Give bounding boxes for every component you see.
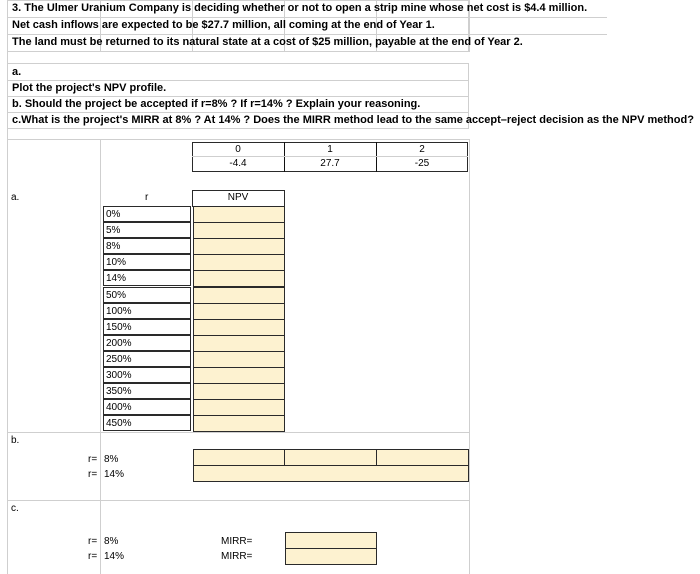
npv-answer-cell[interactable] xyxy=(193,254,285,271)
cashflow-year-2: 2 xyxy=(419,144,425,155)
npv-answer-cell[interactable] xyxy=(193,319,285,336)
problem-line-1: 3. The Ulmer Uranium Company is deciding whether or not to open a strip mine whose net cost is $4.4 million. xyxy=(12,2,588,14)
rate-column-header: r xyxy=(145,192,149,203)
npv-answer-cell[interactable] xyxy=(193,238,285,255)
mirr-answer-8[interactable] xyxy=(285,532,377,549)
question-a-label: a. xyxy=(12,66,22,78)
rate-cell: 8% xyxy=(103,238,191,254)
npv-answer-cell[interactable] xyxy=(193,335,285,352)
question-a-text: Plot the project's NPV profile. xyxy=(12,82,167,94)
rate-cell: 14% xyxy=(103,270,191,286)
rate-cell: 150% xyxy=(103,319,191,335)
npv-answer-cell[interactable] xyxy=(193,270,285,287)
question-b-text: b. Should the project be accepted if r=8% ? If r=14% ? Explain your reasoning. xyxy=(12,98,421,110)
part-b-answer-1c[interactable] xyxy=(376,449,469,466)
part-c-mirr-label-2: MIRR= xyxy=(221,551,253,562)
part-c-r-label-1: r= xyxy=(88,536,98,547)
part-b-r-label-2: r= xyxy=(88,469,98,480)
part-a-label: a. xyxy=(11,192,20,203)
npv-answer-cell[interactable] xyxy=(193,367,285,384)
rate-cell: 5% xyxy=(103,222,191,238)
rate-cell: 0% xyxy=(103,206,191,222)
question-c-text: c.What is the project's MIRR at 8% ? At 14% ? Does the MIRR method lead to the same accept–reject decision as the NPV method? xyxy=(12,114,694,126)
npv-answer-cell[interactable] xyxy=(193,351,285,368)
part-b-answer-1b[interactable] xyxy=(284,449,377,466)
rate-cell: 250% xyxy=(103,351,191,367)
npv-answer-cell[interactable] xyxy=(193,399,285,416)
npv-answer-cell[interactable] xyxy=(193,303,285,320)
part-b-r-label-1: r= xyxy=(88,454,98,465)
npv-answer-cell[interactable] xyxy=(193,222,285,239)
part-b-rate-1: 8% xyxy=(104,454,119,465)
npv-answer-cell[interactable] xyxy=(193,287,285,304)
part-c-label: c. xyxy=(11,503,19,514)
cashflow-year-1: 1 xyxy=(327,144,333,155)
rate-cell: 300% xyxy=(103,367,191,383)
rate-cell: 100% xyxy=(103,303,191,319)
mirr-answer-14[interactable] xyxy=(285,548,377,565)
npv-answer-cell[interactable] xyxy=(193,383,285,400)
npv-header-cell xyxy=(192,190,285,207)
cashflow-year-0: 0 xyxy=(235,144,241,155)
cashflow-value-1: 27.7 xyxy=(320,158,340,169)
part-b-answer-1a[interactable] xyxy=(193,449,285,466)
rate-cell: 200% xyxy=(103,335,191,351)
problem-line-3: The land must be returned to its natural state at a cost of $25 million, payable at the end of Year 2. xyxy=(12,36,523,48)
part-c-mirr-label-1: MIRR= xyxy=(221,536,253,547)
part-c-rate-1: 8% xyxy=(104,536,119,547)
cashflow-value-0: -4.4 xyxy=(229,158,247,169)
part-b-answer-2[interactable] xyxy=(193,465,469,482)
cashflow-value-2: -25 xyxy=(414,158,430,169)
rate-cell: 350% xyxy=(103,383,191,399)
part-c-r-label-2: r= xyxy=(88,551,98,562)
rate-cell: 50% xyxy=(103,287,191,303)
npv-answer-cell[interactable] xyxy=(193,206,285,223)
rate-cell: 400% xyxy=(103,399,191,415)
npv-column-header: NPV xyxy=(227,192,249,203)
problem-line-2: Net cash inflows are expected to be $27.7 million, all coming at the end of Year 1. xyxy=(12,19,435,31)
part-b-rate-2: 14% xyxy=(104,469,125,480)
rate-cell: 450% xyxy=(103,415,191,431)
part-c-rate-2: 14% xyxy=(104,551,125,562)
part-b-label: b. xyxy=(11,435,20,446)
npv-answer-cell[interactable] xyxy=(193,415,285,432)
rate-cell: 10% xyxy=(103,254,191,270)
